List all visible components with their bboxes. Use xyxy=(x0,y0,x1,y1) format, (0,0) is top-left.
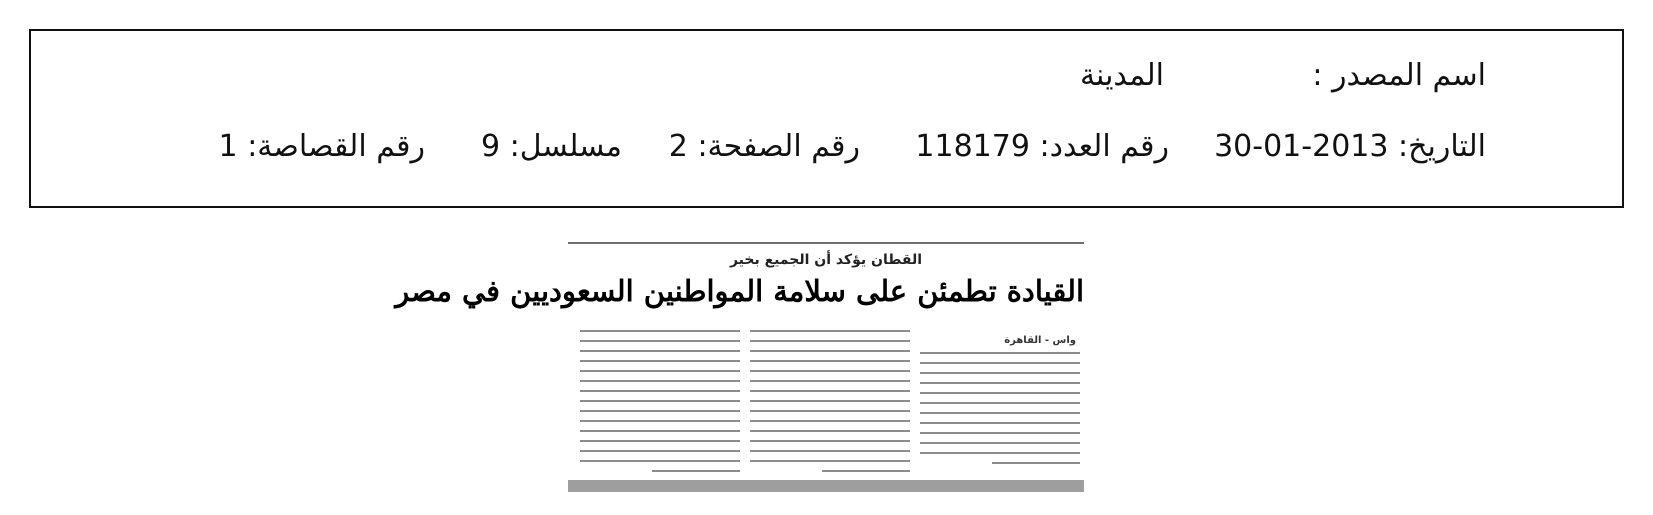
clipping-info-box xyxy=(29,29,1624,208)
issue-label: رقم العدد: xyxy=(1039,129,1169,164)
date-label: التاريخ: xyxy=(1398,129,1486,164)
article-column xyxy=(580,330,740,478)
article-text-line xyxy=(750,430,910,432)
article-text-line xyxy=(580,440,740,442)
article-text-line xyxy=(750,330,910,332)
article-headline: القيادة تطمئن على سلامة المواطنين السعوديين في مصر xyxy=(395,274,1084,308)
issue-field xyxy=(915,122,1169,172)
article-text-line xyxy=(750,460,910,462)
article-kicker: القطان يؤكد أن الجميع بخير xyxy=(729,252,923,268)
article-body xyxy=(572,330,1080,478)
article-text-line xyxy=(750,370,910,372)
clip-number-value: 1 xyxy=(218,129,238,164)
article-text-line xyxy=(920,432,1080,434)
article-text-line xyxy=(580,330,740,332)
serial-value: 9 xyxy=(481,129,501,164)
serial-label: مسلسل: xyxy=(509,129,622,164)
article-text-line xyxy=(920,352,1080,354)
source-label: اسم المصدر : xyxy=(1312,58,1486,93)
article-text-line xyxy=(750,350,910,352)
article-text-line xyxy=(750,440,910,442)
article-text-line xyxy=(580,450,740,452)
article-text-line xyxy=(920,392,1080,394)
clipping-footer-bar xyxy=(568,480,1084,492)
article-text-line xyxy=(580,360,740,362)
article-text-line xyxy=(920,372,1080,374)
source-value: المدينة xyxy=(1079,58,1164,93)
article-text-line xyxy=(750,410,910,412)
article-text-line xyxy=(920,382,1080,384)
clip-number-field xyxy=(219,122,425,172)
article-text-line xyxy=(580,400,740,402)
article-byline: واس - القاهرة xyxy=(1004,335,1076,346)
article-text-line xyxy=(750,360,910,362)
article-text-line xyxy=(652,470,740,472)
article-text-line xyxy=(580,460,740,462)
page-value: 2 xyxy=(668,129,688,164)
clipping-top-rule xyxy=(568,242,1084,244)
article-text-line xyxy=(580,420,740,422)
page-field xyxy=(669,122,860,172)
article-text-line xyxy=(920,362,1080,364)
article-text-line xyxy=(750,400,910,402)
article-text-line xyxy=(822,470,910,472)
article-text-line xyxy=(920,452,1080,454)
page-label: رقم الصفحة: xyxy=(697,129,860,164)
newspaper-clipping-image xyxy=(395,242,1084,492)
article-text-line xyxy=(750,450,910,452)
article-text-line xyxy=(920,442,1080,444)
article-text-line xyxy=(580,340,740,342)
article-text-line xyxy=(992,462,1080,464)
article-text-line xyxy=(920,412,1080,414)
article-column xyxy=(920,330,1080,478)
serial-field xyxy=(481,122,622,172)
article-column xyxy=(750,330,910,478)
article-text-line xyxy=(920,422,1080,424)
article-text-line xyxy=(580,380,740,382)
date-value: 2013-01-30 xyxy=(1214,129,1389,164)
article-text-line xyxy=(750,390,910,392)
article-text-line xyxy=(580,370,740,372)
article-text-line xyxy=(750,380,910,382)
issue-value: 118179 xyxy=(915,129,1030,164)
metadata-row xyxy=(31,122,1622,172)
article-text-line xyxy=(580,350,740,352)
article-text-line xyxy=(580,430,740,432)
article-text-line xyxy=(750,340,910,342)
article-text-line xyxy=(920,402,1080,404)
article-text-line xyxy=(580,410,740,412)
source-row xyxy=(31,51,1622,101)
date-field xyxy=(1214,122,1486,172)
article-text-line xyxy=(580,390,740,392)
article-text-line xyxy=(750,420,910,422)
clip-number-label: رقم القصاصة: xyxy=(247,129,425,164)
